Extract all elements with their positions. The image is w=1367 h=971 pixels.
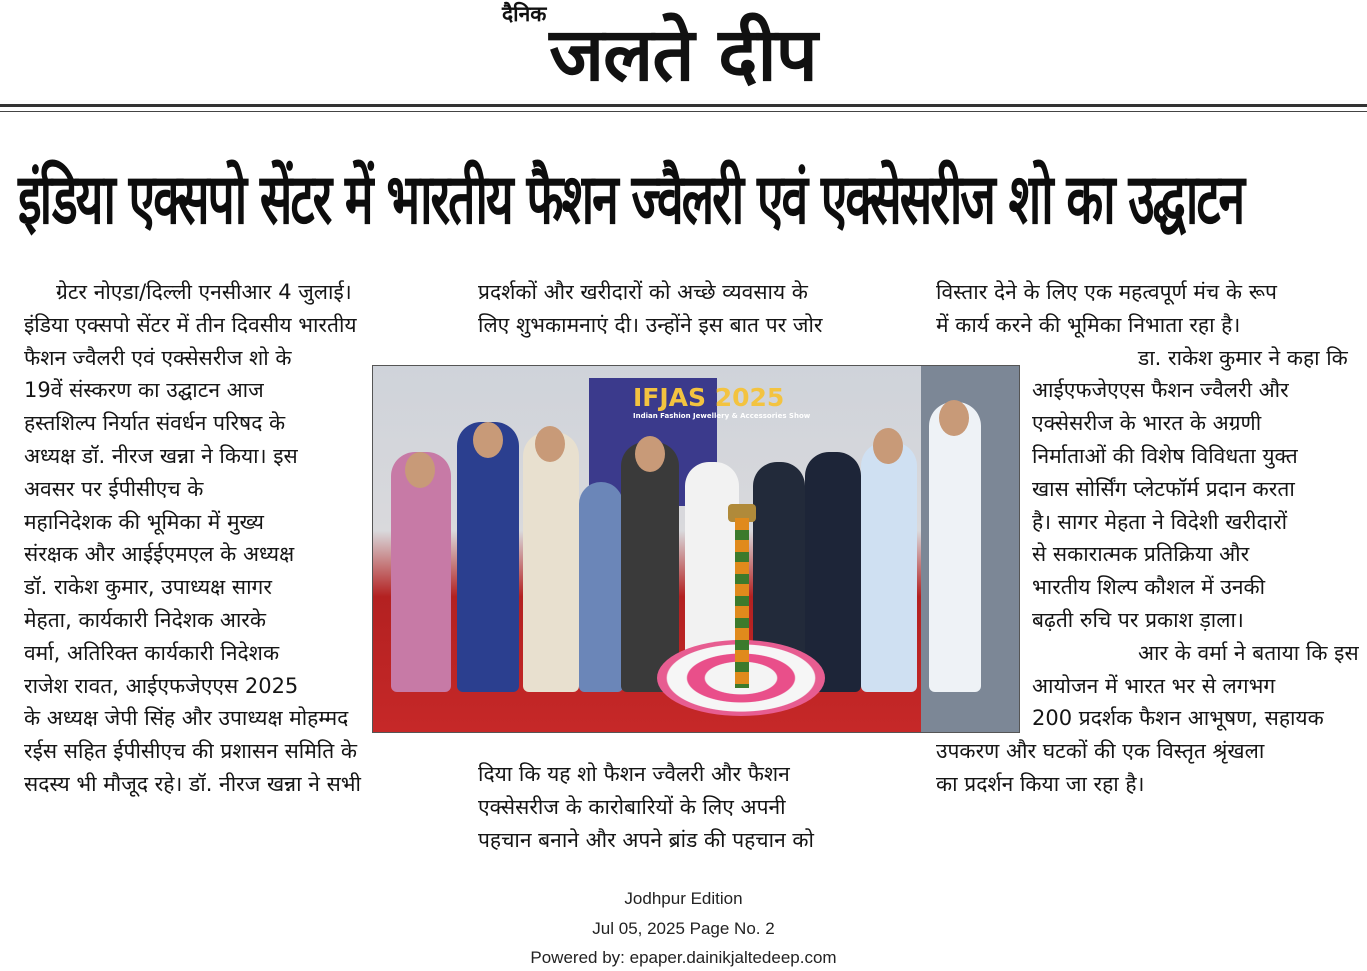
event-photo — [372, 365, 1020, 733]
article-line: महानिदेशक की भूमिका में मुख्य — [24, 509, 264, 534]
person-figure — [523, 432, 579, 692]
article-line: हस्तशिल्प निर्यात संवर्धन परिषद के — [24, 411, 286, 436]
person-head — [535, 426, 565, 462]
person-figure — [391, 452, 451, 692]
masthead-small-label: दैनिक — [502, 2, 547, 26]
person-figure — [457, 422, 519, 692]
article-line: में कार्य करने की भूमिका निभाता रहा है। — [936, 312, 1241, 337]
article-headline: इंडिया एक्सपो सेंटर में भारतीय फैशन ज्वैलरी एवं एक्सेसरीज शो का उद्घाटन — [18, 159, 1244, 241]
article-line: बढ़ती रुचि पर प्रकाश ड़ाला। — [1032, 607, 1244, 632]
date-page-label: Jul 05, 2025 Page No. 2 — [592, 919, 775, 938]
article-line: 19वें संस्करण का उद्घाटन आज — [24, 378, 264, 403]
article-line: 200 प्रदर्शक फैशन आभूषण, सहायक — [1032, 706, 1324, 731]
article-line: वर्मा, अतिरिक्त कार्यकारी निदेशक — [24, 640, 280, 665]
article-line: आर के वर्मा ने बताया कि इस — [1138, 640, 1359, 665]
article-line: का प्रदर्शन किया जा रहा है। — [936, 771, 1145, 796]
person-head — [635, 436, 665, 472]
article-line: अवसर पर ईपीसीएच के — [24, 476, 204, 501]
person-figure — [621, 442, 679, 692]
article-line: उपकरण और घटकों की एक विस्तृत श्रृंखला — [936, 739, 1265, 764]
person-head — [405, 452, 435, 488]
person-head — [473, 422, 503, 458]
article-line: इंडिया एक्सपो सेंटर में तीन दिवसीय भारतीय — [24, 312, 357, 337]
article-line: पहचान बनाने और अपने ब्रांड की पहचान को — [478, 827, 814, 852]
article-line: ग्रेटर नोएडा/दिल्ली एनसीआर 4 जुलाई। — [56, 280, 352, 304]
article-line: आईएफजेएएस फैशन ज्वैलरी और — [1032, 378, 1289, 403]
article-line: डॉ. राकेश कुमार, उपाध्यक्ष सागर — [24, 575, 272, 600]
article-line: विस्तार देने के लिए एक महत्वपूर्ण मंच के रूप — [936, 280, 1277, 304]
article-line: अध्यक्ष डॉ. नीरज खन्ना ने किया। इस — [24, 443, 298, 468]
person-figure — [861, 442, 917, 692]
ceremonial-lamp — [735, 518, 749, 688]
article-line: प्रदर्शकों और खरीदारों को अच्छे व्यवसाय के — [478, 280, 808, 304]
person-head — [873, 428, 903, 464]
article-line: के अध्यक्ष जेपी सिंह और उपाध्यक्ष मोहम्मद — [24, 706, 349, 731]
edition-label: Jodhpur Edition — [624, 889, 743, 908]
article-line: है। सागर मेहता ने विदेशी खरीदारों — [1032, 509, 1288, 534]
article-line: भारतीय शिल्प कौशल में उनकी — [1032, 575, 1266, 600]
article-line: खास सोर्सिंग प्लेटफॉर्म प्रदान करता — [1032, 476, 1295, 501]
article-line: रईस सहित ईपीसीएच की प्रशासन समिति के — [24, 739, 357, 764]
article-line: लिए शुभकामनाएं दी। उन्होंने इस बात पर जोर — [478, 312, 823, 337]
article-line: निर्माताओं की विशेष विविधता युक्त — [1032, 443, 1298, 468]
article-line: फैशन ज्वैलरी एवं एक्सेसरीज शो के — [24, 345, 292, 370]
masthead — [0, 0, 1367, 112]
article-line: एक्सेसरीज के कारोबारियों के लिए अपनी — [478, 794, 786, 819]
article-line: दिया कि यह शो फैशन ज्वैलरी और फैशन — [478, 762, 790, 786]
masthead-rule-thin — [0, 111, 1367, 112]
article-line: संरक्षक और आईईएमएल के अध्यक्ष — [24, 542, 295, 567]
newspaper-logo: जलते दीप — [549, 12, 817, 98]
article-line: सदस्य भी मौजूद रहे। डॉ. नीरज खन्ना ने सभी — [24, 771, 361, 796]
masthead-rule — [0, 104, 1367, 107]
banner-title: IFJAS 2025 — [633, 383, 785, 412]
article-line: एक्सेसरीज के भारत के अग्रणी — [1032, 411, 1262, 436]
banner-subtitle: Indian Fashion Jewellery & Accessories Show — [633, 412, 811, 420]
person-figure — [579, 482, 623, 692]
powered-by-link[interactable]: Powered by: epaper.dainikjaltedeep.com — [530, 948, 837, 967]
article-line: से सकारात्मक प्रतिक्रिया और — [1032, 542, 1250, 567]
article-line: डा. राकेश कुमार ने कहा कि — [1138, 345, 1348, 370]
article-line: आयोजन में भारत भर से लगभग — [1032, 673, 1276, 698]
person-figure — [805, 452, 861, 692]
article-line: मेहता, कार्यकारी निदेशक आरके — [24, 607, 266, 632]
article-column-2-bottom — [478, 758, 902, 856]
article-line: राजेश रावत, आईएफजेएएस 2025 — [24, 673, 299, 698]
article-column-2-top — [478, 276, 902, 342]
article-column-3 — [936, 276, 1358, 801]
